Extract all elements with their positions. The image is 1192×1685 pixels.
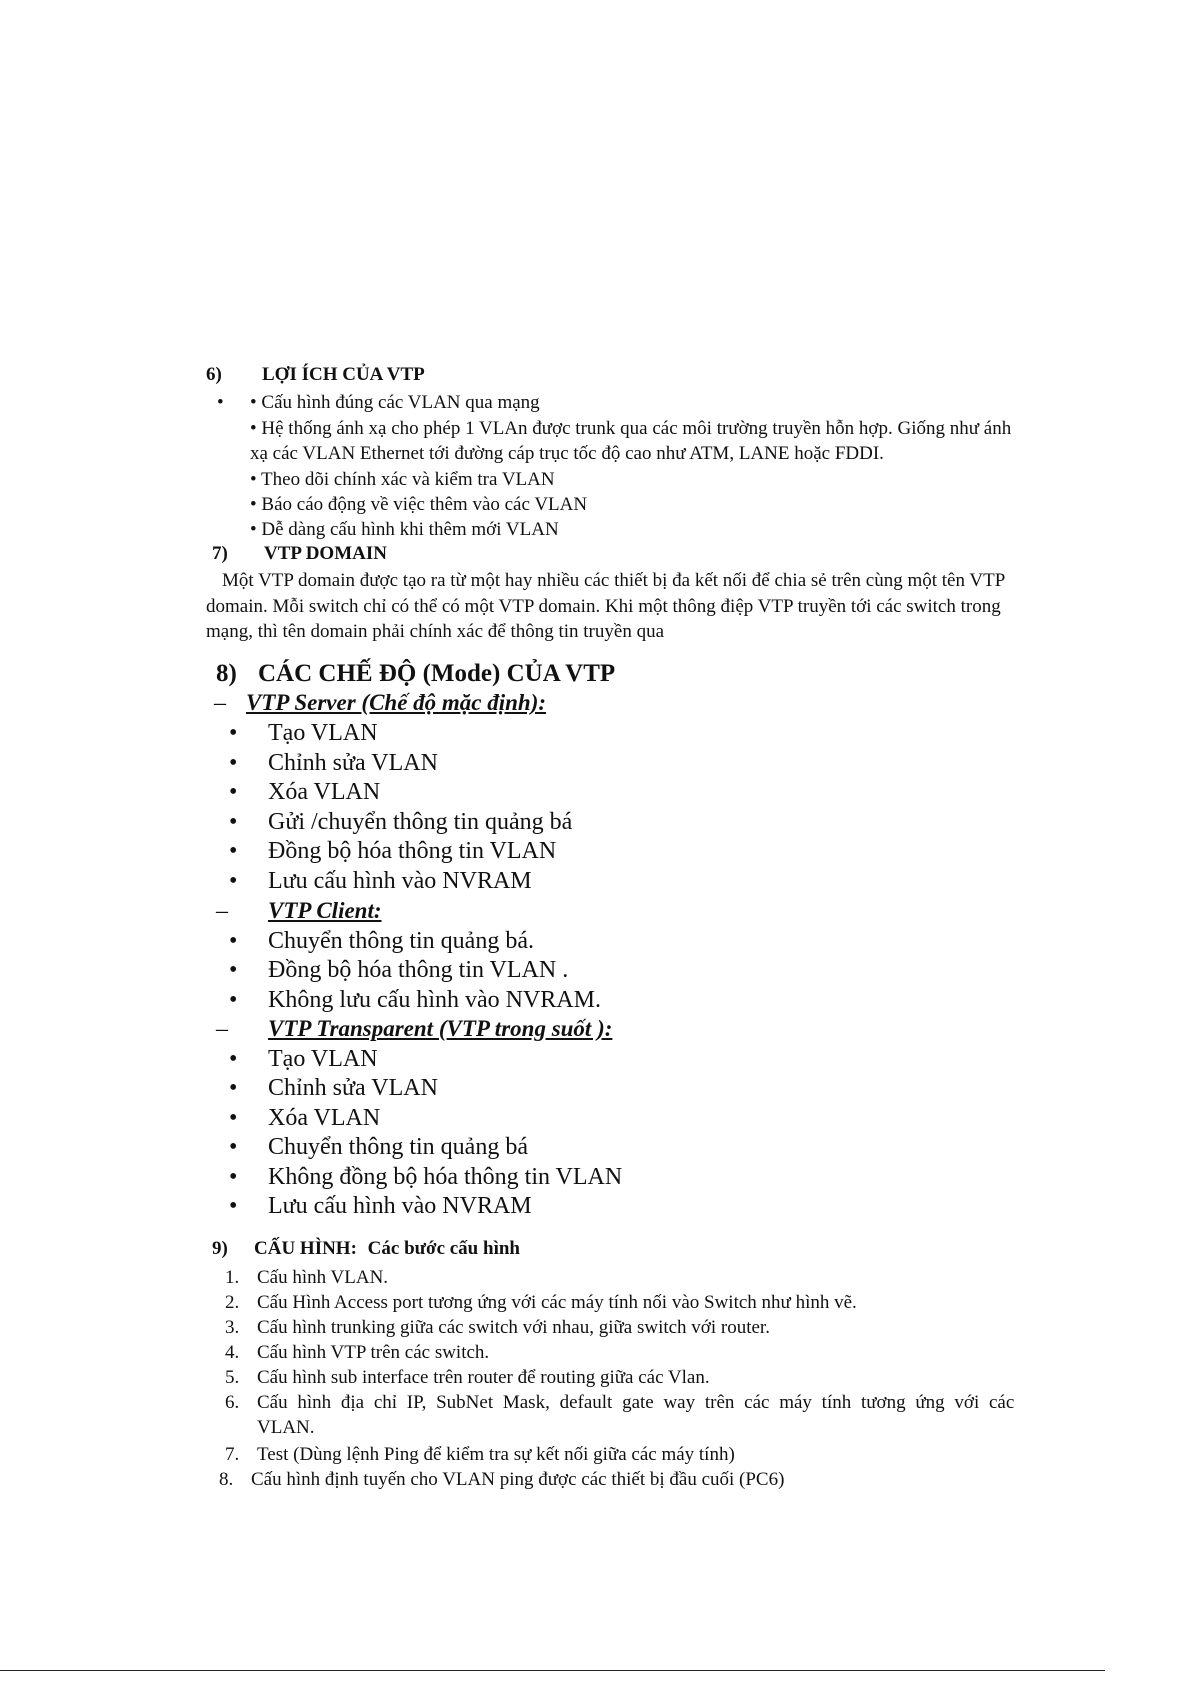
list-item [229,987,601,1014]
list-item-text: Tạo VLAN [268,1046,378,1072]
section-7-line: Một VTP domain được tạo ra từ một hay nhiều các thiết bị đa kết nối để chia sẻ trên cùng một tên VTP [222,570,1006,591]
section-6-item: • Dễ dàng cấu hình khi thêm mới VLAN [250,519,559,540]
bullet-marker: • [229,750,238,776]
bullet-marker: • [229,1046,238,1072]
vtp-server-heading [214,690,546,717]
section-6-item: • Hệ thống ánh xạ cho phép 1 VLAn được trunk qua các môi trường truyền hỗn hợp. Giống như ánh [250,418,1012,439]
list-item-text: Lưu cấu hình vào NVRAM [268,1193,532,1219]
bullet-marker: • [229,1193,238,1219]
list-item-text: Xóa VLAN [268,1105,381,1131]
list-item [229,957,568,984]
step-number: 4. [225,1342,240,1363]
step-number: 6. [225,1392,240,1413]
bullet-marker: • [229,957,238,983]
step-text: VLAN. [257,1417,315,1438]
step-text: Cấu hình định tuyến cho VLAN ping được các thiết bị đầu cuối (PC6) [251,1469,785,1490]
list-item [229,720,378,747]
page-bottom-rule [0,1670,1105,1671]
vtp-transparent-heading [216,1016,612,1043]
bullet-marker: • [229,720,238,746]
bullet-marker: • [229,779,238,805]
step-text: Test (Dùng lệnh Ping để kiểm tra sự kết nối giữa các máy tính) [257,1444,735,1465]
section-8-number: 8) [216,660,237,687]
section-7-number: 7) [212,543,228,564]
step-item [225,1442,735,1468]
dash-marker: – [216,898,228,924]
step-text: Cấu hình địa chỉ IP, SubNet Mask, default gate way trên các máy tính tương ứng với các [257,1392,1015,1413]
step-number: 1. [225,1267,240,1288]
section-9-number: 9) [212,1238,228,1259]
step-text: Cấu hình sub interface trên router để routing giữa các Vlan. [257,1367,710,1388]
step-item [225,1340,489,1366]
section-6-item: • Báo cáo động về việc thêm vào các VLAN [250,494,588,515]
list-item-text: Đồng bộ hóa thông tin VLAN [268,838,557,864]
list-item [229,779,380,806]
list-item [229,1105,380,1132]
step-number: 7. [225,1444,240,1465]
dash-marker: – [216,1016,228,1042]
step-item [225,1415,315,1441]
list-item-text: Chuyển thông tin quảng bá. [268,928,534,954]
bullet-marker: • [229,838,238,864]
list-item-text: Chỉnh sửa VLAN [268,750,438,776]
list-item [229,1075,438,1102]
section-9-title: CẤU HÌNH: [254,1238,357,1259]
list-item [229,928,534,955]
list-item [229,1164,622,1191]
section-6-item: • Theo dõi chính xác và kiểm tra VLAN [250,469,555,490]
section-6-number: 6) [206,364,222,385]
step-number: 3. [225,1317,240,1338]
section-6-item: • Cấu hình đúng các VLAN qua mạng [250,392,540,413]
bullet-marker: • [229,868,238,894]
list-item [229,868,532,895]
step-item [225,1315,770,1341]
vtp-client-label: VTP Client: [268,898,382,923]
list-item-text: Không đồng bộ hóa thông tin VLAN [268,1164,623,1190]
list-item-text: Chuyển thông tin quảng bá [268,1134,528,1160]
dash-marker: – [214,690,226,716]
section-6-heading [206,364,425,386]
step-item [225,1290,857,1316]
list-item [229,1193,532,1220]
step-text: Cấu hình VLAN. [257,1267,389,1288]
list-item-text: Không lưu cấu hình vào NVRAM. [268,987,601,1013]
bullet-marker: • [229,809,238,835]
list-item-text: Đồng bộ hóa thông tin VLAN . [268,957,569,983]
step-item [225,1365,710,1391]
step-text: Cấu hình trunking giữa các switch với nhau, giữa switch với router. [257,1317,770,1338]
section-6-item: xạ các VLAN Ethernet tới đường cáp trục tốc độ cao như ATM, LANE hoặc FDDI. [250,443,884,464]
list-item-text: Xóa VLAN [268,779,381,805]
list-item [229,1046,378,1073]
section-9-heading [212,1238,520,1260]
section-7-heading [212,543,387,565]
section-6-lead-bullet: • [217,392,224,413]
bullet-marker: • [229,1105,238,1131]
list-item [229,809,572,836]
step-item [219,1467,784,1493]
bullet-marker: • [229,1134,238,1160]
section-9-subtitle: Các bước cấu hình [367,1238,520,1259]
step-number: 2. [225,1292,240,1313]
section-8-title: CÁC CHẾ ĐỘ (Mode) CỦA VTP [258,660,616,687]
section-8-heading [216,660,615,688]
list-item-text: Chỉnh sửa VLAN [268,1075,438,1101]
vtp-server-label: VTP Server (Chế độ mặc định): [246,690,547,715]
section-7-line: mạng, thì tên domain phải chính xác để thông tin truyền qua [206,621,665,642]
bullet-marker: • [229,1075,238,1101]
step-item [225,1390,1014,1416]
section-7-line: domain. Mỗi switch chỉ có thể có một VTP domain. Khi một thông điệp VTP truyền tới các switch trong [206,596,1001,617]
list-item [229,1134,528,1161]
list-item [229,838,556,865]
list-item-text: Gửi /chuyển thông tin quảng bá [268,809,573,835]
section-7-title: VTP DOMAIN [264,543,387,564]
step-number: 5. [225,1367,240,1388]
bullet-marker: • [229,928,238,954]
list-item [229,750,438,777]
step-item [225,1265,388,1291]
bullet-marker: • [229,1164,238,1190]
step-text: Cấu Hình Access port tương ứng với các máy tính nối vào Switch như hình vẽ. [257,1292,857,1313]
section-6-title: LỢI ÍCH CỦA VTP [262,364,425,385]
vtp-client-heading [216,898,382,925]
step-number: 8. [219,1469,234,1490]
list-item-text: Lưu cấu hình vào NVRAM [268,868,532,894]
bullet-marker: • [229,987,238,1013]
list-item-text: Tạo VLAN [268,720,378,746]
step-text: Cấu hình VTP trên các switch. [257,1342,490,1363]
vtp-transparent-label: VTP Transparent (VTP trong suốt ): [268,1016,613,1041]
